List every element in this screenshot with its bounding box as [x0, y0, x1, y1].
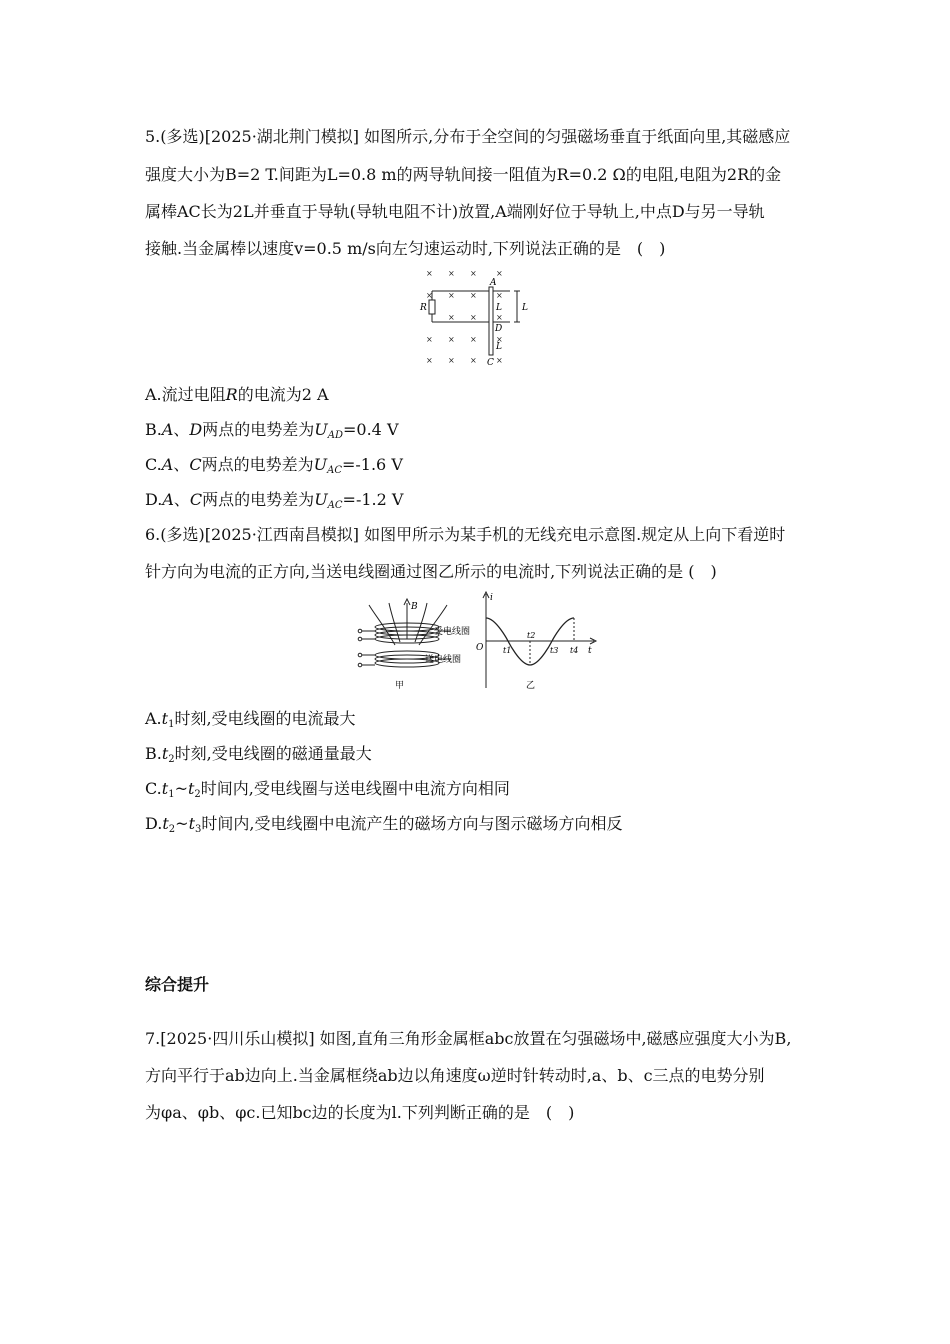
- q5-option-d[interactable]: D.A、C两点的电势差为$U_{AC}=-1.2$ V: [145, 490, 404, 511]
- q5-figure: [410, 265, 540, 370]
- label-t2: t2: [527, 631, 536, 640]
- label-d: D: [495, 324, 503, 334]
- label-i: i: [490, 593, 493, 603]
- svg-text:×: ×: [448, 313, 455, 322]
- label-l-2: L: [496, 342, 502, 352]
- label-receive-coil: 受电线圈: [434, 627, 471, 637]
- svg-text:×: ×: [496, 335, 503, 344]
- label-r: R: [420, 303, 427, 313]
- svg-text:×: ×: [496, 291, 503, 300]
- q6-option-b[interactable]: $B.t_2$时刻,受电线圈的磁通量最大: [145, 744, 372, 765]
- svg-text:×: ×: [448, 291, 455, 300]
- q6-figure-jia: [355, 597, 485, 695]
- q7-line-3: 为φa、φb、φc.已知bc边的长度为l.下列判断正确的是 ( ): [145, 1103, 575, 1122]
- q6-line-1: 6.(多选)[2025·江西南昌模拟] 如图甲所示为某手机的无线充电示意图.规定从上向下看逆时: [145, 525, 786, 544]
- q5-option-a[interactable]: A.流过电阻R的电流为2 A: [145, 385, 329, 404]
- label-yi: 乙: [526, 681, 536, 691]
- svg-text:×: ×: [426, 291, 433, 300]
- q6-option-a[interactable]: $A.t_1$时刻,受电线圈的电流最大: [145, 709, 356, 730]
- svg-text:×: ×: [496, 313, 503, 322]
- svg-text:×: ×: [448, 356, 455, 365]
- svg-text:×: ×: [448, 269, 455, 278]
- q6-line-2: 针方向为电流的正方向,当送电线圈通过图乙所示的电流时,下列说法正确的是 ( ): [145, 562, 717, 581]
- label-a: A: [490, 278, 497, 288]
- svg-text:×: ×: [470, 313, 477, 322]
- q7-line-2: 方向平行于ab边向上.当金属框绕ab边以角速度ω逆时针转动时,a、b、c三点的电势分别: [145, 1066, 765, 1085]
- svg-text:×: ×: [496, 356, 503, 365]
- svg-text:×: ×: [426, 356, 433, 365]
- label-t4: t4: [570, 646, 579, 655]
- label-l-side: L: [522, 303, 528, 313]
- label-t: t: [588, 646, 592, 656]
- field-lines: [369, 599, 447, 645]
- q6-figure-yi: [472, 590, 600, 695]
- label-b: B: [411, 602, 418, 612]
- q5-option-c[interactable]: C.A、C两点的电势差为$U_{AC}=-1.6$ V: [145, 455, 403, 476]
- metal-rod-ac: [489, 287, 493, 355]
- q6-option-d[interactable]: $D.t_2\sim t_3$时间内,受电线圈中电流产生的磁场方向与图示磁场方向相反: [145, 814, 623, 835]
- q6-option-c[interactable]: $C.t_1\sim t_2$时间内,受电线圈与送电线圈中电流方向相同: [145, 779, 510, 800]
- section-title: 综合提升: [145, 975, 210, 994]
- q5-line-3: 属棒AC长为2L并垂直于导轨(导轨电阻不计)放置,A端刚好位于导轨上,中点D与另一导轨: [145, 202, 765, 221]
- q7-line-1: 7.[2025·四川乐山模拟] 如图,直角三角形金属框abc放置在匀强磁场中,磁感应强度大小为B,: [145, 1029, 792, 1048]
- q5-line-4: 接触.当金属棒以速度v=0.5 m/s向左匀速运动时,下列说法正确的是 ( ): [145, 239, 666, 258]
- label-t3: t3: [550, 646, 559, 655]
- svg-text:×: ×: [470, 269, 477, 278]
- svg-text:×: ×: [496, 269, 503, 278]
- svg-text:×: ×: [470, 335, 477, 344]
- q5-option-b[interactable]: B.A、D两点的电势差为$U_{AD}=0.4$ V: [145, 420, 399, 441]
- label-c: C: [487, 358, 494, 368]
- label-t1: t1: [503, 646, 512, 655]
- q5-line-2: 强度大小为B=2 T.间距为L=0.8 m的两导轨间接一阻值为R=0.2 Ω的电阻,电阻为2R的金: [145, 165, 782, 184]
- dimension-line: [514, 291, 520, 322]
- svg-text:×: ×: [426, 269, 433, 278]
- label-jia: 甲: [395, 681, 405, 691]
- svg-text:×: ×: [470, 356, 477, 365]
- svg-text:×: ×: [470, 291, 477, 300]
- q5-line-1: 5.(多选)[2025·湖北荆门模拟] 如图所示,分布于全空间的匀强磁场垂直于纸面向里,其磁感应: [145, 127, 791, 146]
- label-o: O: [476, 643, 484, 653]
- svg-text:×: ×: [426, 335, 433, 344]
- resistor-r: [429, 300, 435, 314]
- label-l-1: L: [496, 303, 502, 313]
- label-send-coil: 送电线圈: [425, 655, 462, 665]
- svg-text:×: ×: [448, 335, 455, 344]
